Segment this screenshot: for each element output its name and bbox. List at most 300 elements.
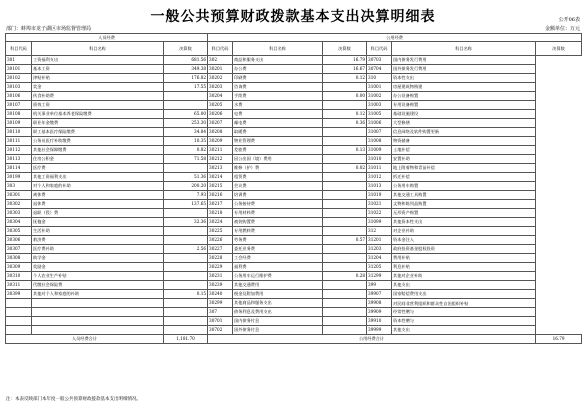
public-amount bbox=[323, 290, 367, 299]
personnel-code: 30108 bbox=[6, 110, 32, 119]
personnel-name: 代缴社会保险费 bbox=[32, 281, 164, 290]
public-name-2: 国内债务发行费用 bbox=[392, 56, 536, 65]
public-name: 其他交通费用 bbox=[233, 281, 323, 290]
personnel-amount bbox=[164, 272, 208, 281]
public-code-2: 39909 bbox=[367, 308, 392, 317]
personnel-code: 30109 bbox=[6, 119, 32, 128]
personnel-total-value: 1,181.70 bbox=[164, 335, 208, 344]
public-name: 取暖费 bbox=[233, 128, 323, 137]
personnel-name: 离休费 bbox=[32, 191, 164, 200]
personnel-amount: 0.15 bbox=[164, 290, 208, 299]
personnel-amount bbox=[164, 101, 208, 110]
personnel-name: 生活补助 bbox=[32, 227, 164, 236]
personnel-name: 公务员医疗补助缴费 bbox=[32, 137, 164, 146]
public-code-2: 39999 bbox=[367, 326, 392, 335]
personnel-amount: 65.00 bbox=[164, 110, 208, 119]
personnel-amount: 32.36 bbox=[164, 218, 208, 227]
public-code-2: 30704 bbox=[367, 65, 392, 74]
public-name-2: 信息网络及软件购置更新 bbox=[392, 128, 536, 137]
public-code: 30217 bbox=[208, 200, 233, 209]
public-name-2: 对民间非营利组织和群众性自治组织补贴 bbox=[392, 299, 536, 308]
public-name: 差旅费 bbox=[233, 146, 323, 155]
public-name: 被装购置费 bbox=[233, 218, 323, 227]
public-code-2: 31299 bbox=[367, 272, 392, 281]
public-code: 30203 bbox=[208, 83, 233, 92]
public-name: 专用燃料费 bbox=[233, 227, 323, 236]
public-code: 30213 bbox=[208, 164, 233, 173]
public-name: 因公出国（境）费用 bbox=[233, 155, 323, 164]
public-code: 30212 bbox=[208, 155, 233, 164]
personnel-name bbox=[32, 308, 164, 317]
table-row bbox=[6, 263, 582, 272]
col-amount: 决算数 bbox=[323, 42, 367, 56]
totals-row bbox=[6, 335, 582, 344]
col-name: 科目名称 bbox=[32, 42, 164, 56]
public-code-2: 312 bbox=[367, 227, 392, 236]
personnel-code: 30304 bbox=[6, 218, 32, 227]
public-code: 30214 bbox=[208, 173, 233, 182]
personnel-amount bbox=[164, 227, 208, 236]
public-amount bbox=[323, 200, 367, 209]
table-row bbox=[6, 290, 582, 299]
public-name-2: 资本性支出 bbox=[392, 74, 536, 83]
personnel-amount bbox=[164, 254, 208, 263]
public-amount: 0.13 bbox=[323, 146, 367, 155]
public-code-2: 31001 bbox=[367, 83, 392, 92]
personnel-code: 30301 bbox=[6, 191, 32, 200]
personnel-name bbox=[32, 317, 164, 326]
public-name-2: 文物和陈列品购置 bbox=[392, 200, 536, 209]
table-row bbox=[6, 272, 582, 281]
personnel-name: 绩效工资 bbox=[32, 101, 164, 110]
personnel-code: 30311 bbox=[6, 281, 32, 290]
personnel-code: 30106 bbox=[6, 92, 32, 101]
public-name-2: 政府投资基金股权投资 bbox=[392, 245, 536, 254]
public-code-2: 31002 bbox=[367, 92, 392, 101]
public-code: 302 bbox=[208, 56, 233, 65]
public-name: 商品和服务支出 bbox=[233, 56, 323, 65]
public-code: 30227 bbox=[208, 245, 233, 254]
public-amount bbox=[323, 173, 367, 182]
col-amount: 决算数 bbox=[164, 42, 208, 56]
personnel-amount: 253.30 bbox=[164, 119, 208, 128]
personnel-code: 30399 bbox=[6, 290, 32, 299]
public-name-2: 资本金注入 bbox=[392, 236, 536, 245]
public-name-2: 物资储备 bbox=[392, 137, 536, 146]
public-code: 30209 bbox=[208, 137, 233, 146]
personnel-amount: 34.84 bbox=[164, 128, 208, 137]
table-row bbox=[6, 209, 582, 218]
public-amount: 0.57 bbox=[323, 236, 367, 245]
public-name-2: 国家赔偿费用支出 bbox=[392, 290, 536, 299]
table-row bbox=[6, 74, 582, 83]
form-number: 公开06表 bbox=[558, 17, 580, 23]
public-name-2: 其他交通工具购置 bbox=[392, 191, 536, 200]
public-name: 公务接待费 bbox=[233, 200, 323, 209]
table-row bbox=[6, 92, 582, 101]
public-amount bbox=[323, 218, 367, 227]
public-name-2: 专用设备购置 bbox=[392, 101, 536, 110]
public-code: 30226 bbox=[208, 236, 233, 245]
public-amount: 0.00 bbox=[323, 92, 367, 101]
table-row bbox=[6, 254, 582, 263]
public-code: 30228 bbox=[208, 254, 233, 263]
personnel-name: 退职（役）费 bbox=[32, 209, 164, 218]
public-name-2: 其他支出 bbox=[392, 326, 536, 335]
table-row bbox=[6, 110, 582, 119]
personnel-code: 30114 bbox=[6, 164, 32, 173]
public-code: 30207 bbox=[208, 119, 233, 128]
personnel-amount: 10.35 bbox=[164, 137, 208, 146]
public-code: 307 bbox=[208, 308, 233, 317]
personnel-amount bbox=[164, 92, 208, 101]
personnel-amount: 0.82 bbox=[164, 146, 208, 155]
public-name-2: 大型修缮 bbox=[392, 119, 536, 128]
col-name: 科目名称 bbox=[233, 42, 323, 56]
public-code-2: 31010 bbox=[367, 155, 392, 164]
table-row bbox=[6, 299, 582, 308]
table-row bbox=[6, 155, 582, 164]
personnel-amount: 7.93 bbox=[164, 191, 208, 200]
col-code: 科目代码 bbox=[367, 42, 392, 56]
public-code: 30218 bbox=[208, 209, 233, 218]
table-row bbox=[6, 236, 582, 245]
public-code: 30702 bbox=[208, 326, 233, 335]
public-code: 30202 bbox=[208, 74, 233, 83]
personnel-code: 30111 bbox=[6, 137, 32, 146]
personnel-amount bbox=[164, 281, 208, 290]
public-code: 30204 bbox=[208, 92, 233, 101]
table-row bbox=[6, 101, 582, 110]
public-amount: 16.67 bbox=[323, 65, 367, 74]
public-code-2: 31003 bbox=[367, 101, 392, 110]
public-code: 30701 bbox=[208, 317, 233, 326]
personnel-name: 奖金 bbox=[32, 83, 164, 92]
personnel-name: 其他对个人和家庭的补助 bbox=[32, 290, 164, 299]
public-name-2: 土地补偿 bbox=[392, 146, 536, 155]
personnel-name: 救济费 bbox=[32, 236, 164, 245]
public-code-2: 31201 bbox=[367, 236, 392, 245]
public-name: 债务利息及费用支出 bbox=[233, 308, 323, 317]
col-name: 科目名称 bbox=[392, 42, 536, 56]
public-code-2: 31022 bbox=[367, 209, 392, 218]
header-row-1 bbox=[6, 34, 582, 42]
personnel-amount: 17.55 bbox=[164, 83, 208, 92]
table-row bbox=[6, 65, 582, 74]
public-code-2: 31013 bbox=[367, 182, 392, 191]
col-code: 科目代码 bbox=[208, 42, 233, 56]
public-name-2: 利息补贴 bbox=[392, 263, 536, 272]
personnel-code: 301 bbox=[6, 56, 32, 65]
footnote: 注：本表反映部门本年度一般公共预算财政拨款基本支出明细情况。 bbox=[6, 397, 141, 402]
public-name-2: 房屋建筑物购建 bbox=[392, 83, 536, 92]
public-name-2: 其他资本性支出 bbox=[392, 218, 536, 227]
public-name: 会议费 bbox=[233, 182, 323, 191]
public-name-2: 对企业补助 bbox=[392, 227, 536, 236]
public-code: 30216 bbox=[208, 191, 233, 200]
personnel-amount: 681.56 bbox=[164, 56, 208, 65]
public-amount bbox=[323, 137, 367, 146]
table-row bbox=[6, 164, 582, 173]
public-amount bbox=[323, 308, 367, 317]
personnel-amount bbox=[164, 236, 208, 245]
public-code-2: 31204 bbox=[367, 254, 392, 263]
table-row bbox=[6, 173, 582, 182]
page-title: 一般公共预算财政拨款基本支出决算明细表 bbox=[150, 9, 436, 25]
personnel-code bbox=[6, 326, 32, 335]
public-name: 电费 bbox=[233, 110, 323, 119]
personnel-amount: 71.58 bbox=[164, 155, 208, 164]
public-code-2: 39908 bbox=[367, 299, 392, 308]
personnel-name: 基本工资 bbox=[32, 65, 164, 74]
public-code-2: 39910 bbox=[367, 317, 392, 326]
personnel-code: 30309 bbox=[6, 263, 32, 272]
public-name: 物业管理费 bbox=[233, 137, 323, 146]
public-name-2: 国外债务发行费用 bbox=[392, 65, 536, 74]
table-row bbox=[6, 245, 582, 254]
public-amount bbox=[323, 227, 367, 236]
table-row bbox=[6, 182, 582, 191]
col-amount: 决算数 bbox=[536, 42, 582, 56]
personnel-name: 伙食补助费 bbox=[32, 92, 164, 101]
public-code: 30205 bbox=[208, 101, 233, 110]
personnel-code: 30199 bbox=[6, 173, 32, 182]
personnel-code: 303 bbox=[6, 182, 32, 191]
personnel-name: 医疗费补助 bbox=[32, 245, 164, 254]
public-name: 其他商品和服务支出 bbox=[233, 299, 323, 308]
public-total-label: 公用经费合计 bbox=[208, 335, 536, 344]
public-amount bbox=[323, 209, 367, 218]
personnel-name: 机关事业单位基本养老保险缴费 bbox=[32, 110, 164, 119]
personnel-name: 医疗费 bbox=[32, 164, 164, 173]
public-name: 咨询费 bbox=[233, 83, 323, 92]
expenditure-table bbox=[5, 33, 582, 344]
personnel-code: 30101 bbox=[6, 65, 32, 74]
public-code: 30225 bbox=[208, 227, 233, 236]
personnel-name: 个人农业生产补贴 bbox=[32, 272, 164, 281]
personnel-amount bbox=[164, 326, 208, 335]
public-total-value: 16.79 bbox=[536, 335, 582, 344]
personnel-code bbox=[6, 299, 32, 308]
public-name-2: 其他对企业补助 bbox=[392, 272, 536, 281]
public-code: 30208 bbox=[208, 128, 233, 137]
public-code-2: 31007 bbox=[367, 128, 392, 137]
public-code-2: 31099 bbox=[367, 218, 392, 227]
personnel-name: 其他工资福利支出 bbox=[32, 173, 164, 182]
public-name: 办公费 bbox=[233, 65, 323, 74]
public-code: 30224 bbox=[208, 218, 233, 227]
personnel-amount: 349.38 bbox=[164, 65, 208, 74]
public-name: 委托业务费 bbox=[233, 245, 323, 254]
personnel-name: 职工基本医疗保险缴费 bbox=[32, 128, 164, 137]
personnel-code: 30102 bbox=[6, 74, 32, 83]
table-row bbox=[6, 281, 582, 290]
public-code: 30239 bbox=[208, 281, 233, 290]
public-code: 30211 bbox=[208, 146, 233, 155]
public-code-2: 30703 bbox=[367, 56, 392, 65]
table-row bbox=[6, 191, 582, 200]
public-code-2: 31005 bbox=[367, 110, 392, 119]
public-name: 专用材料费 bbox=[233, 209, 323, 218]
public-amount: 0.12 bbox=[323, 74, 367, 83]
public-name: 公务用车运行维护费 bbox=[233, 272, 323, 281]
public-header: 公用经费 bbox=[208, 34, 582, 42]
public-amount: 16.79 bbox=[323, 56, 367, 65]
personnel-amount bbox=[164, 308, 208, 317]
personnel-code: 30305 bbox=[6, 227, 32, 236]
personnel-amount bbox=[164, 209, 208, 218]
public-amount bbox=[323, 317, 367, 326]
public-name-2: 经常性赠与 bbox=[392, 308, 536, 317]
public-amount bbox=[323, 191, 367, 200]
public-name-2: 拆迁补偿 bbox=[392, 173, 536, 182]
public-code-2: 31019 bbox=[367, 191, 392, 200]
personnel-code: 30308 bbox=[6, 254, 32, 263]
public-amount: 0.36 bbox=[323, 119, 367, 128]
public-name: 维修（护）费 bbox=[233, 164, 323, 173]
public-amount bbox=[323, 155, 367, 164]
public-name-2: 其他支出 bbox=[392, 281, 536, 290]
public-code: 30215 bbox=[208, 182, 233, 191]
public-amount bbox=[323, 299, 367, 308]
public-code-2: 399 bbox=[367, 281, 392, 290]
personnel-code bbox=[6, 317, 32, 326]
personnel-name: 津贴补贴 bbox=[32, 74, 164, 83]
personnel-code: 30303 bbox=[6, 209, 32, 218]
table-row bbox=[6, 200, 582, 209]
personnel-code: 30310 bbox=[6, 272, 32, 281]
public-amount bbox=[323, 281, 367, 290]
table-row bbox=[6, 227, 582, 236]
public-code: 30299 bbox=[208, 299, 233, 308]
personnel-name: 退休费 bbox=[32, 200, 164, 209]
table-row bbox=[6, 308, 582, 317]
personnel-amount: 200.20 bbox=[164, 182, 208, 191]
personnel-total-label: 人员经费合计 bbox=[6, 335, 164, 344]
personnel-code: 30306 bbox=[6, 236, 32, 245]
public-code-2: 31009 bbox=[367, 146, 392, 155]
public-name: 培训费 bbox=[233, 191, 323, 200]
personnel-name: 助学金 bbox=[32, 254, 164, 263]
public-amount bbox=[323, 263, 367, 272]
personnel-name: 工资福利支出 bbox=[32, 56, 164, 65]
personnel-code: 30307 bbox=[6, 245, 32, 254]
table-row bbox=[6, 218, 582, 227]
public-name: 印刷费 bbox=[233, 74, 323, 83]
public-code-2: 310 bbox=[367, 74, 392, 83]
table-row bbox=[6, 326, 582, 335]
public-name: 手续费 bbox=[233, 92, 323, 101]
public-code-2: 31203 bbox=[367, 245, 392, 254]
department-label: 部门：蚌埠市龙子湖区市场监督管理局 bbox=[6, 26, 92, 32]
personnel-code: 30113 bbox=[6, 155, 32, 164]
public-name-2: 办公设备购置 bbox=[392, 92, 536, 101]
table-row bbox=[6, 137, 582, 146]
public-code-2: 31006 bbox=[367, 119, 392, 128]
personnel-name: 对个人和家庭的补助 bbox=[32, 182, 164, 191]
public-name: 国内债务付息 bbox=[233, 317, 323, 326]
public-name-2: 费用补贴 bbox=[392, 254, 536, 263]
public-name: 税金及附加费用 bbox=[233, 290, 323, 299]
public-name: 劳务费 bbox=[233, 236, 323, 245]
public-name: 水费 bbox=[233, 101, 323, 110]
public-amount bbox=[323, 245, 367, 254]
table-row bbox=[6, 119, 582, 128]
table-row bbox=[6, 83, 582, 92]
personnel-amount bbox=[164, 299, 208, 308]
public-code: 30206 bbox=[208, 110, 233, 119]
public-code: 30201 bbox=[208, 65, 233, 74]
public-name-2: 资本性赠与 bbox=[392, 317, 536, 326]
public-code-2: 31012 bbox=[367, 173, 392, 182]
personnel-amount: 176.82 bbox=[164, 74, 208, 83]
public-name: 工会经费 bbox=[233, 254, 323, 263]
public-code-2: 31011 bbox=[367, 164, 392, 173]
unit-label: 金额单位：万元 bbox=[544, 26, 580, 32]
personnel-code: 30302 bbox=[6, 200, 32, 209]
public-code-2: 31021 bbox=[367, 200, 392, 209]
public-amount: 0.02 bbox=[323, 164, 367, 173]
public-code-2: 31205 bbox=[367, 263, 392, 272]
public-amount: 0.28 bbox=[323, 272, 367, 281]
personnel-amount bbox=[164, 263, 208, 272]
personnel-name: 职业年金缴费 bbox=[32, 119, 164, 128]
header-row-2 bbox=[6, 42, 582, 56]
personnel-name bbox=[32, 326, 164, 335]
public-code-2: 39907 bbox=[367, 290, 392, 299]
public-name: 邮电费 bbox=[233, 119, 323, 128]
public-amount bbox=[323, 128, 367, 137]
public-amount bbox=[323, 83, 367, 92]
table-row bbox=[6, 146, 582, 155]
personnel-amount: 2.56 bbox=[164, 245, 208, 254]
personnel-amount bbox=[164, 164, 208, 173]
public-name-2: 安置补助 bbox=[392, 155, 536, 164]
public-amount bbox=[323, 326, 367, 335]
personnel-name bbox=[32, 299, 164, 308]
personnel-code: 30107 bbox=[6, 101, 32, 110]
public-name-2: 公务用车购置 bbox=[392, 182, 536, 191]
public-code-2: 31008 bbox=[367, 137, 392, 146]
personnel-amount bbox=[164, 317, 208, 326]
personnel-code: 30103 bbox=[6, 83, 32, 92]
personnel-header: 人员经费 bbox=[6, 34, 208, 42]
personnel-amount: 137.65 bbox=[164, 200, 208, 209]
public-amount bbox=[323, 254, 367, 263]
public-amount: 0.12 bbox=[323, 110, 367, 119]
personnel-code: 30110 bbox=[6, 128, 32, 137]
personnel-name: 住房公积金 bbox=[32, 155, 164, 164]
public-code: 30229 bbox=[208, 263, 233, 272]
personnel-name: 抚恤金 bbox=[32, 218, 164, 227]
table-row bbox=[6, 317, 582, 326]
col-code: 科目代码 bbox=[6, 42, 32, 56]
public-code: 30240 bbox=[208, 290, 233, 299]
public-name: 国外债务付息 bbox=[233, 326, 323, 335]
public-code: 30231 bbox=[208, 272, 233, 281]
public-name-2: 无形资产购置 bbox=[392, 209, 536, 218]
public-name-2: 地上附着物和青苗补偿 bbox=[392, 164, 536, 173]
table-row bbox=[6, 128, 582, 137]
public-amount bbox=[323, 182, 367, 191]
personnel-amount: 51.36 bbox=[164, 173, 208, 182]
personnel-code: 30112 bbox=[6, 146, 32, 155]
public-name-2: 基础设施建设 bbox=[392, 110, 536, 119]
public-name: 福利费 bbox=[233, 263, 323, 272]
public-amount bbox=[323, 101, 367, 110]
personnel-name: 奖励金 bbox=[32, 263, 164, 272]
public-name: 租赁费 bbox=[233, 173, 323, 182]
